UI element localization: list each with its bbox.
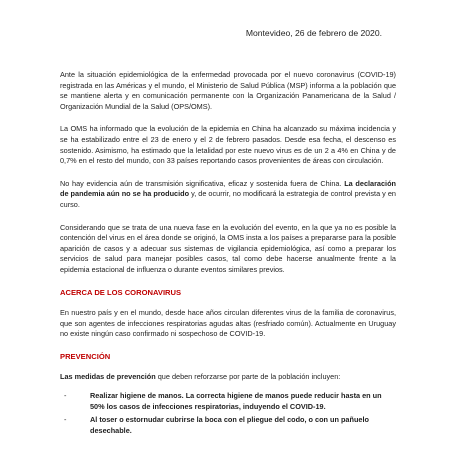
transmission-text: No hay evidencia aún de transmisión significativa, eficaz y sostenida fuera de China. xyxy=(60,178,345,188)
paragraph-prevention-intro xyxy=(60,372,396,383)
pandemic-declaration-bold: La declaración de pandemia aún no se ha producido xyxy=(60,178,396,199)
heading-acerca-coronavirus: ACERCA DE LOS CORONAVIRUS xyxy=(60,287,182,297)
prevention-item xyxy=(60,415,396,436)
prevention-list xyxy=(60,391,396,436)
paragraph-intro: Ante la situación epidemiológica de la enfermedad provocada por el nuevo coronavirus (COVID-19) registrada en las Américas y el mundo, el Ministerio de Salud Pública (MSP) informa a la población que se mantiene alerta y en comunicación permanente con la Organización Panamericana de la Salud / Organización Mundial de la Salud (OPS/OMS). xyxy=(60,70,396,111)
bullet-dash: - xyxy=(64,415,67,425)
transmission-text-end: y, de ocurrir, no modificará la estrategia de control prevista y en curso. xyxy=(60,189,396,209)
prevention-item-text: Al toser o estornudar cubrirse la boca con el pliegue del codo, o con un pañuelo desechable. xyxy=(90,415,369,435)
heading-prevencion: PREVENCIÓN xyxy=(60,351,111,361)
prevention-item-text: Realizar higiene de manos. La correcta higiene de manos puede reducir hasta en un 50% los casos de infecciones respiratorias, induyendo el COVID-19. xyxy=(90,391,382,411)
prevention-item xyxy=(60,391,396,412)
bullet-dash: - xyxy=(64,391,67,401)
document-body xyxy=(60,70,396,439)
prevention-measures-bold: Las medidas de prevención xyxy=(60,372,156,382)
paragraph-new-phase: Considerando que se trata de una nueva fase en la evolución del evento, en la que ya no es posible la contención del virus en el área donde se originó, la OMS insta a los países a prepararse para la posible aparición de casos y a adecuar sus sistemas de vigilancia epidemiológica, así como a preparar los servicios de salud para manejar posibles casos, tal como debe hacerse anualmente frente a la epidemia estacional de influenza o durante eventos similares previos. xyxy=(60,222,396,274)
document-date: Montevideo, 26 de febrero de 2020. xyxy=(245,28,382,38)
paragraph-coronavirus-family: En nuestro país y en el mundo, desde hace años circulan diferentes virus de la familia de coronavirus, que son agentes de infecciones respiratorias agudas altas (resfriado común). Actualmente en Uruguay no existe ningún caso confirmado ni sospechoso de COVID-19. xyxy=(60,308,396,339)
paragraph-oms-evolution: La OMS ha informado que la evolución de la epidemia en China ha alcanzado su máxima incidencia y se ha estabilizado entre el 23 de enero y el 2 de febrero pasados. Desde esa fecha, el descenso es sostenido. Asimismo, ha estimado que la letalidad por este nuevo virus es de un 2 a 4% en China y de 0,7% en el resto del mundo, con 33 países reportando casos provenientes de áreas con circulación. xyxy=(60,124,396,166)
prevention-intro-text: que deben reforzarse por parte de la población incluyen: xyxy=(155,372,341,382)
paragraph-transmission xyxy=(60,179,396,211)
